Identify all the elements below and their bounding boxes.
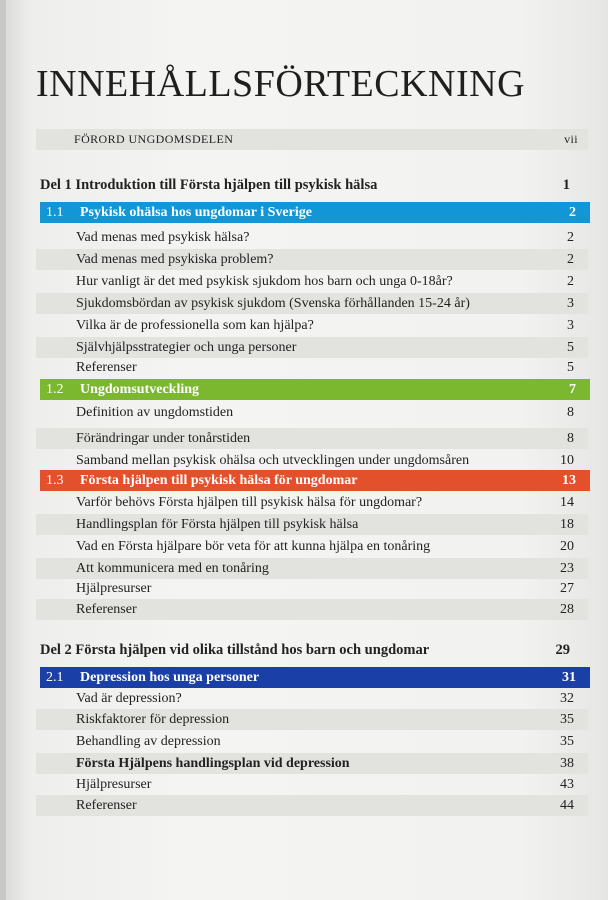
toc-page: 28 bbox=[560, 601, 574, 617]
toc-item bbox=[36, 227, 588, 248]
toc-part-2 bbox=[36, 640, 588, 661]
toc-page: 29 bbox=[555, 642, 570, 658]
toc-page: 35 bbox=[560, 711, 574, 727]
toc-page: 2 bbox=[569, 204, 576, 220]
toc-label: Psykisk ohälsa hos ungdomar i Sverige bbox=[80, 204, 312, 220]
toc-section-1-2 bbox=[40, 379, 590, 400]
toc-label: Vad menas med psykiska problem? bbox=[76, 251, 274, 267]
toc-item bbox=[36, 688, 588, 709]
toc-page: 20 bbox=[560, 538, 574, 554]
toc-page: 14 bbox=[560, 494, 574, 510]
toc-page: 38 bbox=[560, 755, 574, 771]
toc-label: Självhjälpsstrategier och unga personer bbox=[76, 339, 297, 355]
toc-label: Del 1 Introduktion till Första hjälpen till psykisk hälsa bbox=[40, 177, 378, 193]
toc-label: Hjälpresurser bbox=[76, 776, 152, 792]
toc-label: Första hjälpen till psykisk hälsa för ungdomar bbox=[80, 472, 358, 488]
toc-item bbox=[36, 337, 588, 358]
toc-label: Behandling av depression bbox=[76, 733, 221, 749]
toc-page: 10 bbox=[560, 452, 574, 468]
toc-label: Samband mellan psykisk ohälsa och utvecklingen under ungdomsåren bbox=[76, 452, 470, 468]
toc-label: Referenser bbox=[76, 359, 137, 375]
toc-page: 27 bbox=[560, 580, 574, 596]
toc-page: 23 bbox=[560, 560, 574, 576]
toc-label: Referenser bbox=[76, 601, 137, 617]
toc-label: Ungdomsutveckling bbox=[80, 381, 200, 397]
toc-item bbox=[36, 753, 588, 774]
toc-label: Vad en Första hjälpare bör veta för att kunna hjälpa en tonåring bbox=[76, 538, 431, 554]
toc-item bbox=[36, 578, 588, 599]
toc-label: Att kommunicera med en tonåring bbox=[76, 560, 269, 576]
toc-page: 32 bbox=[560, 690, 574, 706]
toc-item bbox=[36, 599, 588, 620]
section-number: 1.2 bbox=[46, 381, 64, 397]
toc-page: 8 bbox=[567, 430, 574, 446]
toc-section-1-1 bbox=[40, 202, 590, 223]
section-number: 2.1 bbox=[46, 669, 64, 685]
toc-page: 43 bbox=[560, 776, 574, 792]
toc-page: 7 bbox=[569, 381, 576, 397]
toc-label: Sjukdomsbördan av psykisk sjukdom (Svenska förhållanden 15-24 år) bbox=[76, 295, 470, 311]
toc-item bbox=[36, 514, 588, 535]
toc-page: 18 bbox=[560, 516, 574, 532]
toc-item bbox=[36, 795, 588, 816]
toc-page: 8 bbox=[567, 404, 574, 420]
toc-label: FÖRORD UNGDOMSDELEN bbox=[74, 132, 234, 146]
toc-label: Hjälpresurser bbox=[76, 580, 152, 596]
toc-item bbox=[36, 492, 588, 513]
page-title: INNEHÅLLSFÖRTECKNING bbox=[36, 63, 526, 105]
section-number: 1.1 bbox=[46, 204, 64, 220]
toc-page: 44 bbox=[560, 797, 574, 813]
toc-section-1-3 bbox=[40, 470, 590, 491]
toc-label: Förändringar under tonårstiden bbox=[76, 430, 251, 446]
toc-page: 5 bbox=[567, 359, 574, 375]
toc-page: 31 bbox=[562, 669, 576, 685]
toc-item bbox=[36, 709, 588, 730]
toc-label: Depression hos unga personer bbox=[80, 669, 260, 685]
toc-page: 3 bbox=[567, 317, 574, 333]
toc-page: 5 bbox=[567, 339, 574, 355]
toc-item bbox=[36, 774, 588, 795]
toc-label: Referenser bbox=[76, 797, 137, 813]
toc-label: Del 2 Första hjälpen vid olika tillstånd hos barn och ungdomar bbox=[40, 642, 430, 658]
toc-label: Riskfaktorer för depression bbox=[76, 711, 230, 727]
toc-page: 2 bbox=[567, 273, 574, 289]
toc-page: 13 bbox=[562, 472, 576, 488]
toc-item bbox=[36, 357, 588, 378]
book-page bbox=[6, 0, 608, 900]
toc-item bbox=[36, 271, 588, 292]
toc-item bbox=[36, 558, 588, 579]
toc-item bbox=[36, 402, 588, 423]
toc-label: Första Hjälpens handlingsplan vid depression bbox=[76, 755, 350, 771]
toc-page: 1 bbox=[562, 177, 570, 193]
toc-part-1 bbox=[36, 175, 588, 196]
toc-item bbox=[36, 428, 588, 449]
toc-label: Vilka är de professionella som kan hjälpa? bbox=[76, 317, 314, 333]
toc-label: Vad är depression? bbox=[76, 690, 182, 706]
toc-label: Definition av ungdomstiden bbox=[76, 404, 234, 420]
toc-label: Hur vanligt är det med psykisk sjukdom hos barn och unga 0-18år? bbox=[76, 273, 453, 289]
toc-section-2-1 bbox=[40, 667, 590, 688]
toc-item bbox=[36, 315, 588, 336]
toc-label: Varför behövs Första hjälpen till psykisk hälsa för ungdomar? bbox=[76, 494, 423, 510]
toc-label: Vad menas med psykisk hälsa? bbox=[76, 229, 250, 245]
toc-page: 3 bbox=[567, 295, 574, 311]
toc-page: 35 bbox=[560, 733, 574, 749]
toc-item bbox=[36, 293, 588, 314]
toc-item bbox=[36, 249, 588, 270]
toc-page: vii bbox=[564, 132, 578, 146]
toc-page: 2 bbox=[567, 251, 574, 267]
toc-item bbox=[36, 731, 588, 752]
toc-item bbox=[36, 450, 588, 471]
section-number: 1.3 bbox=[46, 472, 64, 488]
toc-foreword bbox=[36, 129, 588, 150]
toc-item bbox=[36, 536, 588, 557]
toc-page: 2 bbox=[567, 229, 574, 245]
toc-label: Handlingsplan för Första hjälpen till psykisk hälsa bbox=[76, 516, 359, 532]
